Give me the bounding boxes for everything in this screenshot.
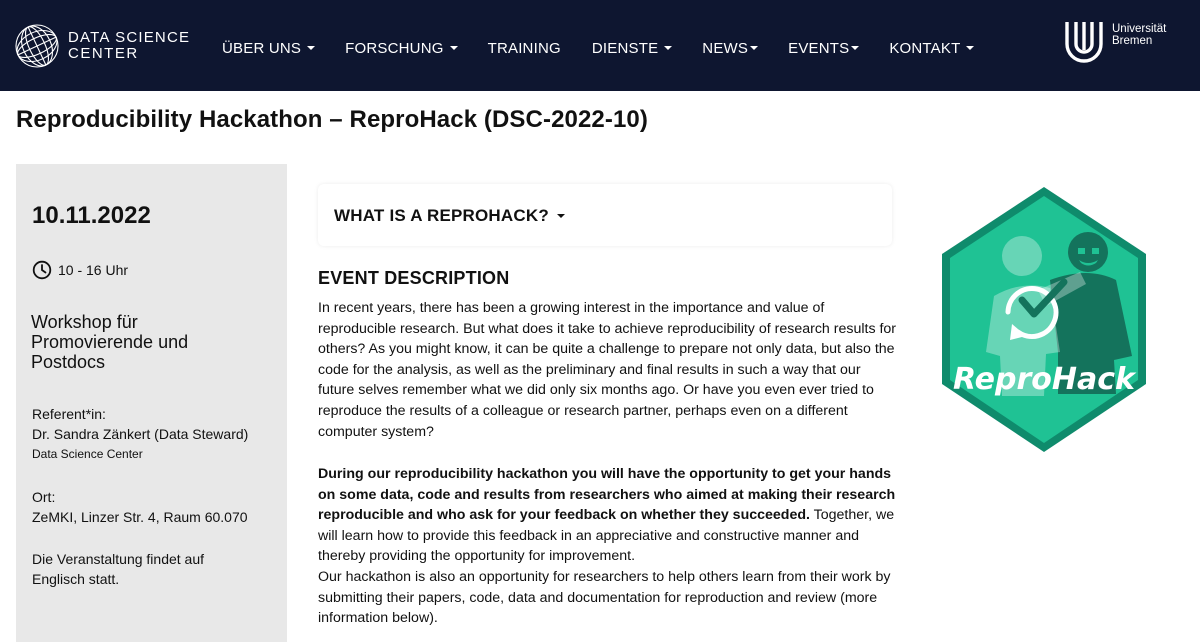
brand-line2: CENTER: [68, 45, 139, 62]
nav-item-training[interactable]: [488, 38, 561, 58]
nav-item-kontakt[interactable]: [889, 38, 974, 58]
caret-down-icon: [966, 46, 974, 50]
nav-item-label: TRAINING: [487, 39, 561, 57]
reprohack-logo-text: ReproHack: [953, 362, 1135, 397]
caret-down-icon: [851, 46, 859, 50]
nav-item-forschung[interactable]: [345, 38, 457, 58]
brand-line1: DATA SCIENCE: [68, 29, 191, 46]
brand-logo-link[interactable]: [14, 22, 190, 70]
description-paragraph-3: Our hackathon is also an opportunity for researchers to help others learn from their work by submitting their papers, code, data and documentation for reproduction and review (more information below).: [318, 569, 891, 627]
event-description-heading: EVENT DESCRIPTION: [318, 268, 510, 288]
brand-name: [68, 30, 190, 62]
nav-item-news[interactable]: [702, 38, 758, 58]
description-paragraph-1: In recent years, there has been a growing interest in the importance and value of reproducible research. But what does it take to achieve reproducibility of research results for others? As you might know, it can be quite a challenge to prepare not only data, but also the code for the analysis, as well as the preliminary and final results in such a way that our future selves remember what we did only six months ago. Or have you even ever tried to reproduce the results of a colleague or research partner, perhaps even on a different computer system?: [318, 300, 897, 440]
what-is-reprohack-accordion[interactable]: [318, 184, 892, 246]
university-line1: Universität: [1112, 23, 1167, 35]
university-logo-link[interactable]: [1062, 20, 1166, 64]
clock-icon: [32, 260, 52, 280]
nav-item-label: FORSCHUNG: [345, 39, 444, 57]
speaker-info: [32, 404, 248, 464]
reprohack-logo-image: [938, 184, 1150, 456]
caret-down-icon: [557, 214, 565, 218]
university-line2: Bremen: [1112, 35, 1153, 47]
caret-down-icon: [450, 46, 458, 50]
nav-item-dienste[interactable]: [592, 38, 672, 58]
nav-item-label: EVENTS: [788, 39, 850, 57]
caret-down-icon: [307, 46, 315, 50]
event-info-sidebar: [16, 164, 287, 642]
nav-item-ueber-uns[interactable]: [222, 38, 315, 58]
main-menu: [222, 38, 974, 58]
event-type: Workshop für Promovierende und Postdocs: [31, 312, 189, 372]
description-paragraph-2-rest: Together, we will learn how to provide this feedback in an appreciative and constructive manner and thereby providing the opportunity for improvement.: [318, 507, 895, 565]
nav-item-label: DIENSTE: [591, 39, 659, 57]
event-date: 10.11.2022: [32, 202, 151, 229]
event-time: [32, 260, 128, 280]
location-text: ZeMKI, Linzer Str. 4, Raum 60.070: [32, 509, 248, 525]
speaker-name: Dr. Sandra Zänkert (Data Steward): [32, 426, 249, 442]
location-info: [32, 487, 248, 527]
university-u-logo-icon: [1062, 20, 1106, 64]
nav-item-label: KONTAKT: [889, 39, 961, 57]
accordion-title: [334, 206, 565, 226]
description-paragraph-2: [318, 464, 898, 567]
top-navbar: [0, 0, 1200, 91]
page-title: Reproducibility Hackathon – ReproHack (DSC-2022-10): [16, 106, 648, 133]
event-time-text: 10 - 16 Uhr: [58, 262, 129, 278]
caret-down-icon: [664, 46, 672, 50]
description-paragraph-2-bold: During our reproducibility hackathon you will have the opportunity to get your hands on some data, code and results from researchers who aimed at making their research reproducible and who ask for your feedback on whether they succeeded.: [318, 466, 896, 524]
nav-item-events[interactable]: [788, 38, 859, 58]
globe-logo-icon: [14, 23, 60, 69]
speaker-label: Referent*in:: [32, 406, 106, 422]
nav-item-label: ÜBER UNS: [222, 39, 302, 57]
nav-item-label: NEWS: [702, 39, 749, 57]
university-name: [1112, 23, 1166, 47]
location-label: Ort:: [32, 489, 56, 505]
speaker-org: Data Science Center: [32, 447, 143, 461]
language-note: Die Veranstaltung findet auf Englisch statt.: [32, 551, 205, 587]
accordion-title-text: WHAT IS A REPROHACK?: [334, 206, 549, 225]
caret-down-icon: [750, 46, 758, 50]
